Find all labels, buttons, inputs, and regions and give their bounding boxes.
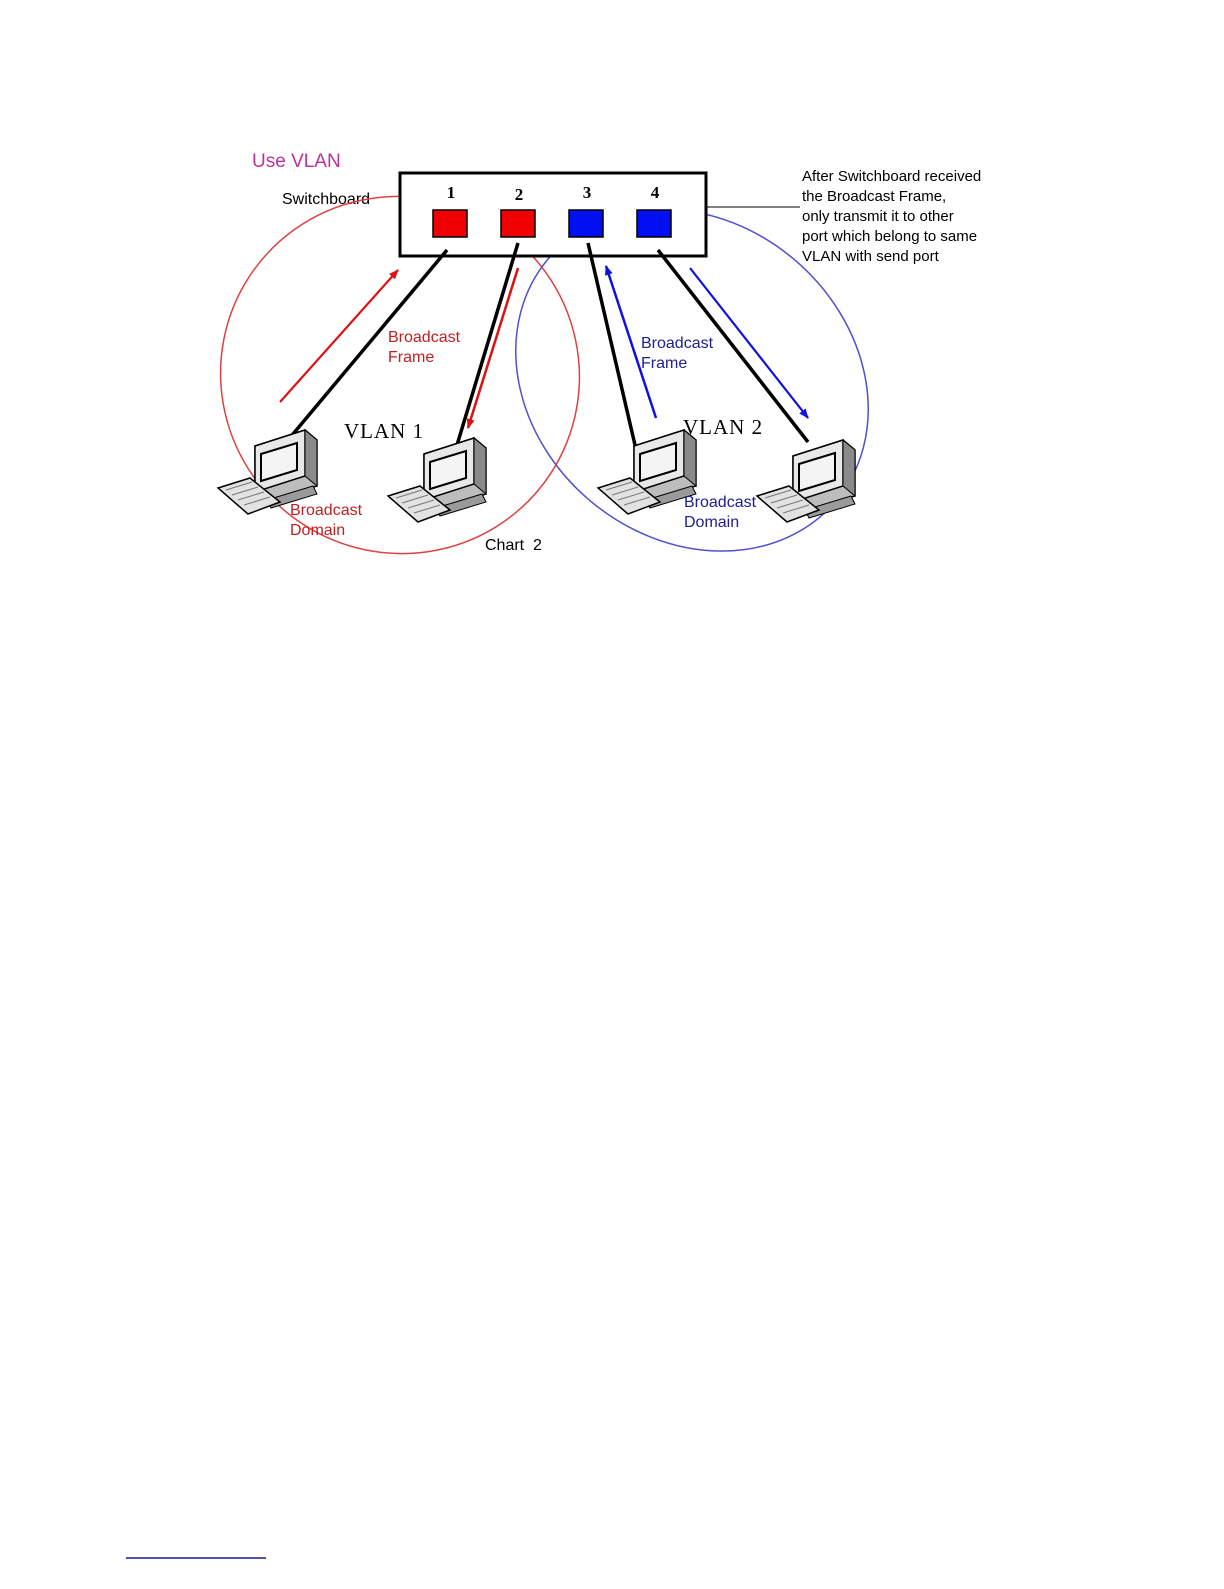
vlan2-frame-label (641, 335, 714, 372)
port-2-number: 2 (514, 185, 524, 204)
switch-note (802, 168, 981, 265)
vlan1-frame-label-line2: Frame (388, 349, 435, 366)
note-line-3: only transmit it to other (802, 208, 954, 225)
port-3-number: 3 (582, 183, 592, 202)
vlan1-label: VLAN 1 (344, 419, 425, 443)
vlan2-domain-label-line2: Domain (684, 514, 740, 531)
vlan1-downstream-arrow (468, 268, 518, 428)
note-line-1: After Switchboard received (802, 168, 982, 185)
port-1 (433, 210, 467, 237)
diagram-title: Use VLAN (252, 151, 341, 172)
port-4 (637, 210, 671, 237)
port-4-number: 4 (650, 183, 660, 202)
vlan2-frame-label-line1: Broadcast (641, 335, 714, 352)
vlan1-upstream-arrow (280, 270, 398, 402)
vlan1-domain-label-line2: Domain (290, 522, 346, 539)
vlan2-label: VLAN 2 (683, 415, 764, 439)
switchboard-label: Switchboard (282, 191, 371, 208)
note-line-4: port which belong to same (802, 228, 978, 245)
vlan1-frame-label-line1: Broadcast (388, 329, 461, 346)
port-2 (501, 210, 535, 237)
port-3 (569, 210, 603, 237)
vlan1-frame-label (388, 329, 461, 366)
port-1-number: 1 (446, 183, 456, 202)
vlan1-domain-label-line1: Broadcast (290, 502, 363, 519)
chart-caption: Chart 2 (485, 537, 542, 554)
vlan2-frame-label-line2: Frame (641, 355, 688, 372)
note-line-2: the Broadcast Frame, (802, 188, 947, 205)
cable-port-3 (588, 243, 635, 445)
vlan2-domain-label (684, 494, 757, 531)
vlan2-domain-label-line1: Broadcast (684, 494, 757, 511)
cable-port-2 (457, 243, 518, 445)
vlan1-domain-label (290, 502, 363, 539)
note-line-5: VLAN with send port (802, 248, 939, 265)
